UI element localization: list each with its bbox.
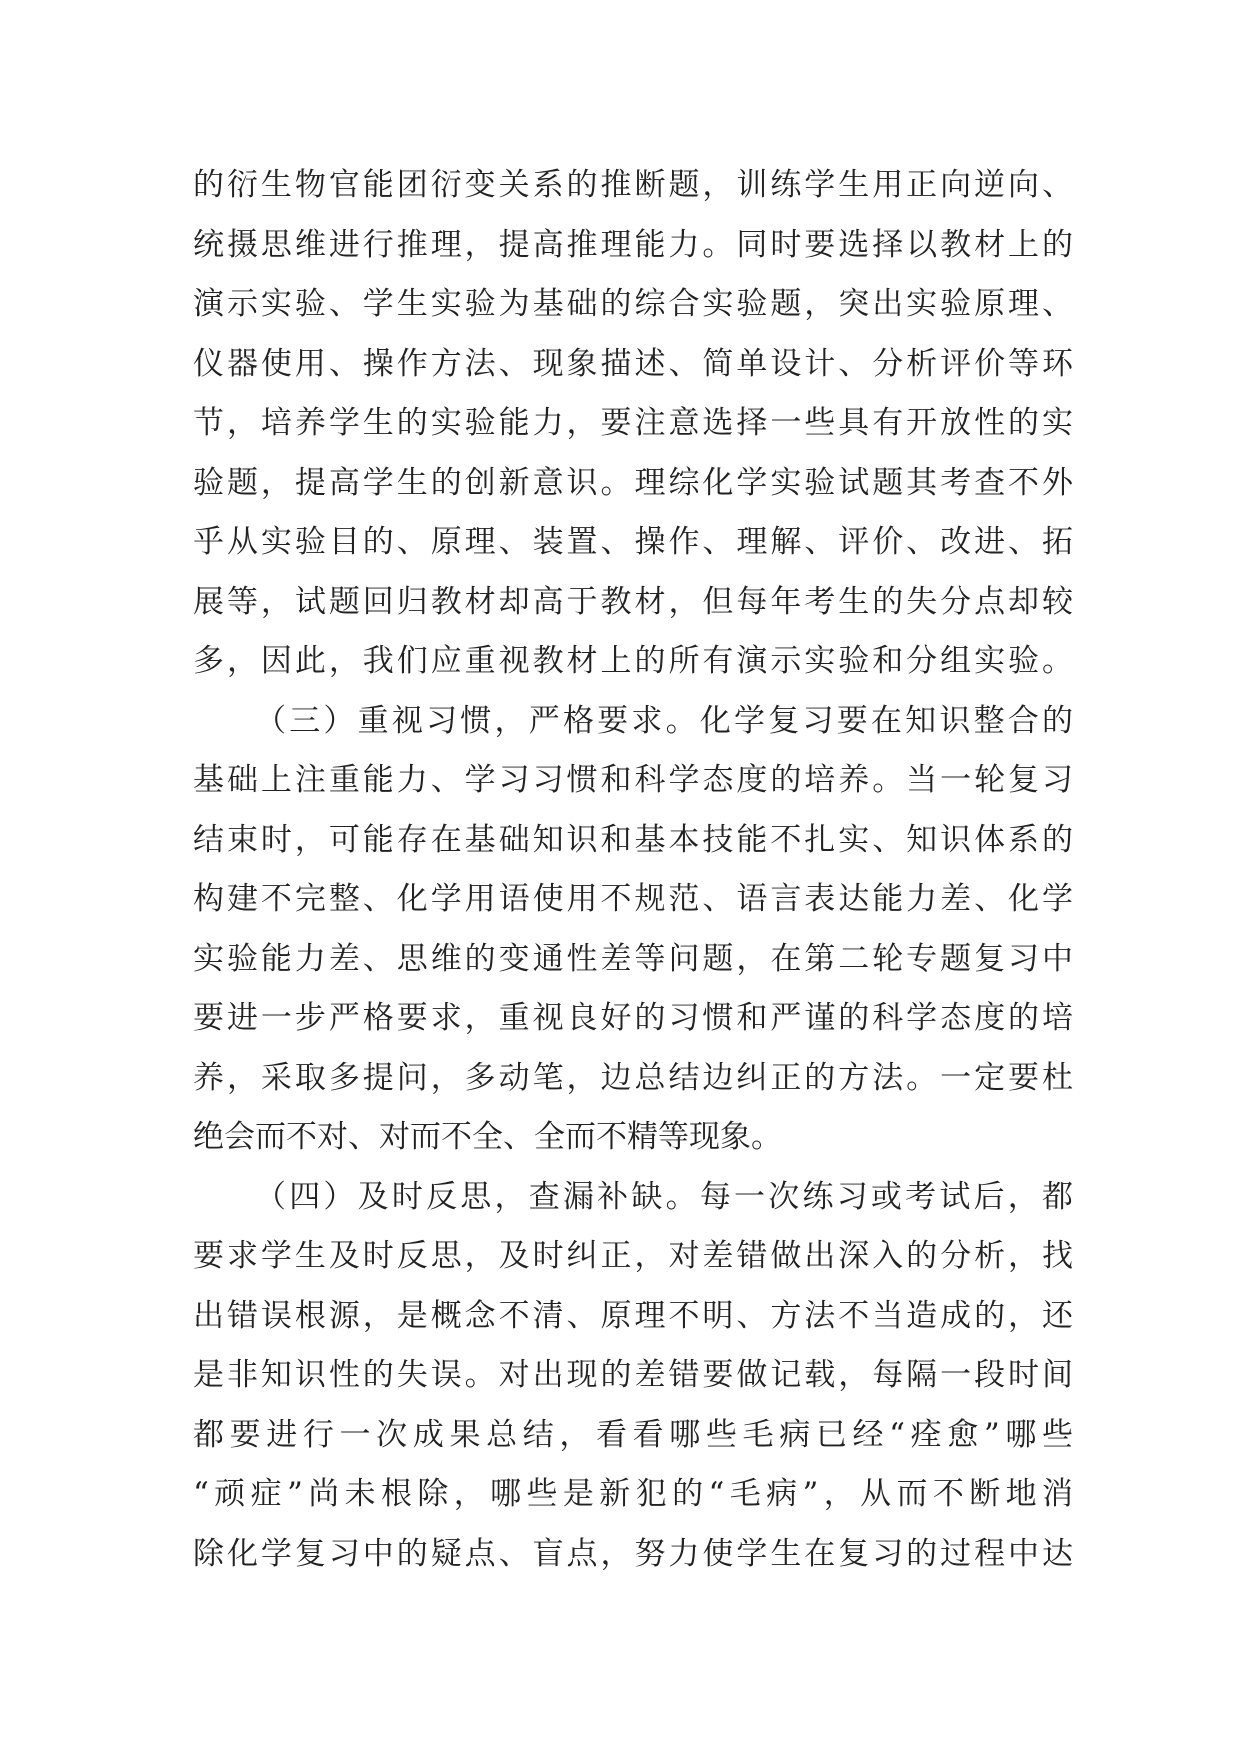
text-line: 结束时，可能存在基础知识和基本技能不扎实、知识体系的 bbox=[193, 821, 1073, 858]
text-line: 多，因此，我们应重视教材上的所有演示实验和分组实验。 bbox=[193, 643, 1073, 679]
text-line: 要进一步严格要求，重视良好的习惯和严谨的科学态度的培 bbox=[193, 1000, 1073, 1036]
text-line: 演示实验、学生实验为基础的综合实验题，突出实验原理、 bbox=[193, 286, 1073, 322]
text-line: 养，采取多提问，多动笔，边总结边纠正的方法。一定要杜 bbox=[193, 1059, 1073, 1096]
body-text bbox=[193, 156, 1073, 1584]
text-line: 仪器使用、操作方法、现象描述、简单设计、分析评价等环 bbox=[193, 345, 1073, 382]
text-line: 构建不完整、化学用语使用不规范、语言表达能力差、化学 bbox=[193, 881, 1073, 917]
text-line: 是非知识性的失误。对出现的差错要做记载，每隔一段时间 bbox=[193, 1357, 1073, 1393]
text-line: 的衍生物官能团衍变关系的推断题，训练学生用正向逆向、 bbox=[193, 167, 1073, 203]
text-line: 乎从实验目的、原理、装置、操作、理解、评价、改进、拓 bbox=[193, 524, 1073, 560]
text-line: 绝会而不对、对而不全、全而不精等现象。 bbox=[193, 1119, 782, 1155]
text-line: 除化学复习中的疑点、盲点，努力使学生在复习的过程中达 bbox=[193, 1535, 1073, 1572]
text-line: “顽症”尚未根除，哪些是新犯的“毛病”，从而不断地消 bbox=[193, 1476, 1073, 1512]
text-line: 都要进行一次成果总结，看看哪些毛病已经“痊愈”哪些 bbox=[193, 1416, 1073, 1453]
text-line: 基础上注重能力、学习习惯和科学态度的培养。当一轮复习 bbox=[193, 762, 1073, 798]
section-three-heading-line: （三）重视习惯，严格要求。化学复习要在知识整合的 bbox=[255, 702, 1073, 739]
text-line: 实验能力差、思维的变通性差等问题，在第二轮专题复习中 bbox=[193, 940, 1073, 977]
text-line: 统摄思维进行推理，提高推理能力。同时要选择以教材上的 bbox=[193, 226, 1073, 263]
text-line: 验题，提高学生的创新意识。理综化学实验试题其考查不外 bbox=[193, 464, 1073, 501]
section-four-heading-line: （四）及时反思，查漏补缺。每一次练习或考试后，都 bbox=[255, 1178, 1073, 1215]
text-line: 节，培养学生的实验能力，要注意选择一些具有开放性的实 bbox=[193, 405, 1073, 441]
text-line: 展等，试题回归教材却高于教材，但每年考生的失分点却较 bbox=[193, 583, 1073, 620]
text-line: 要求学生及时反思，及时纠正，对差错做出深入的分析，找 bbox=[193, 1238, 1073, 1274]
text-line: 出错误根源，是概念不清、原理不明、方法不当造成的，还 bbox=[193, 1297, 1073, 1334]
